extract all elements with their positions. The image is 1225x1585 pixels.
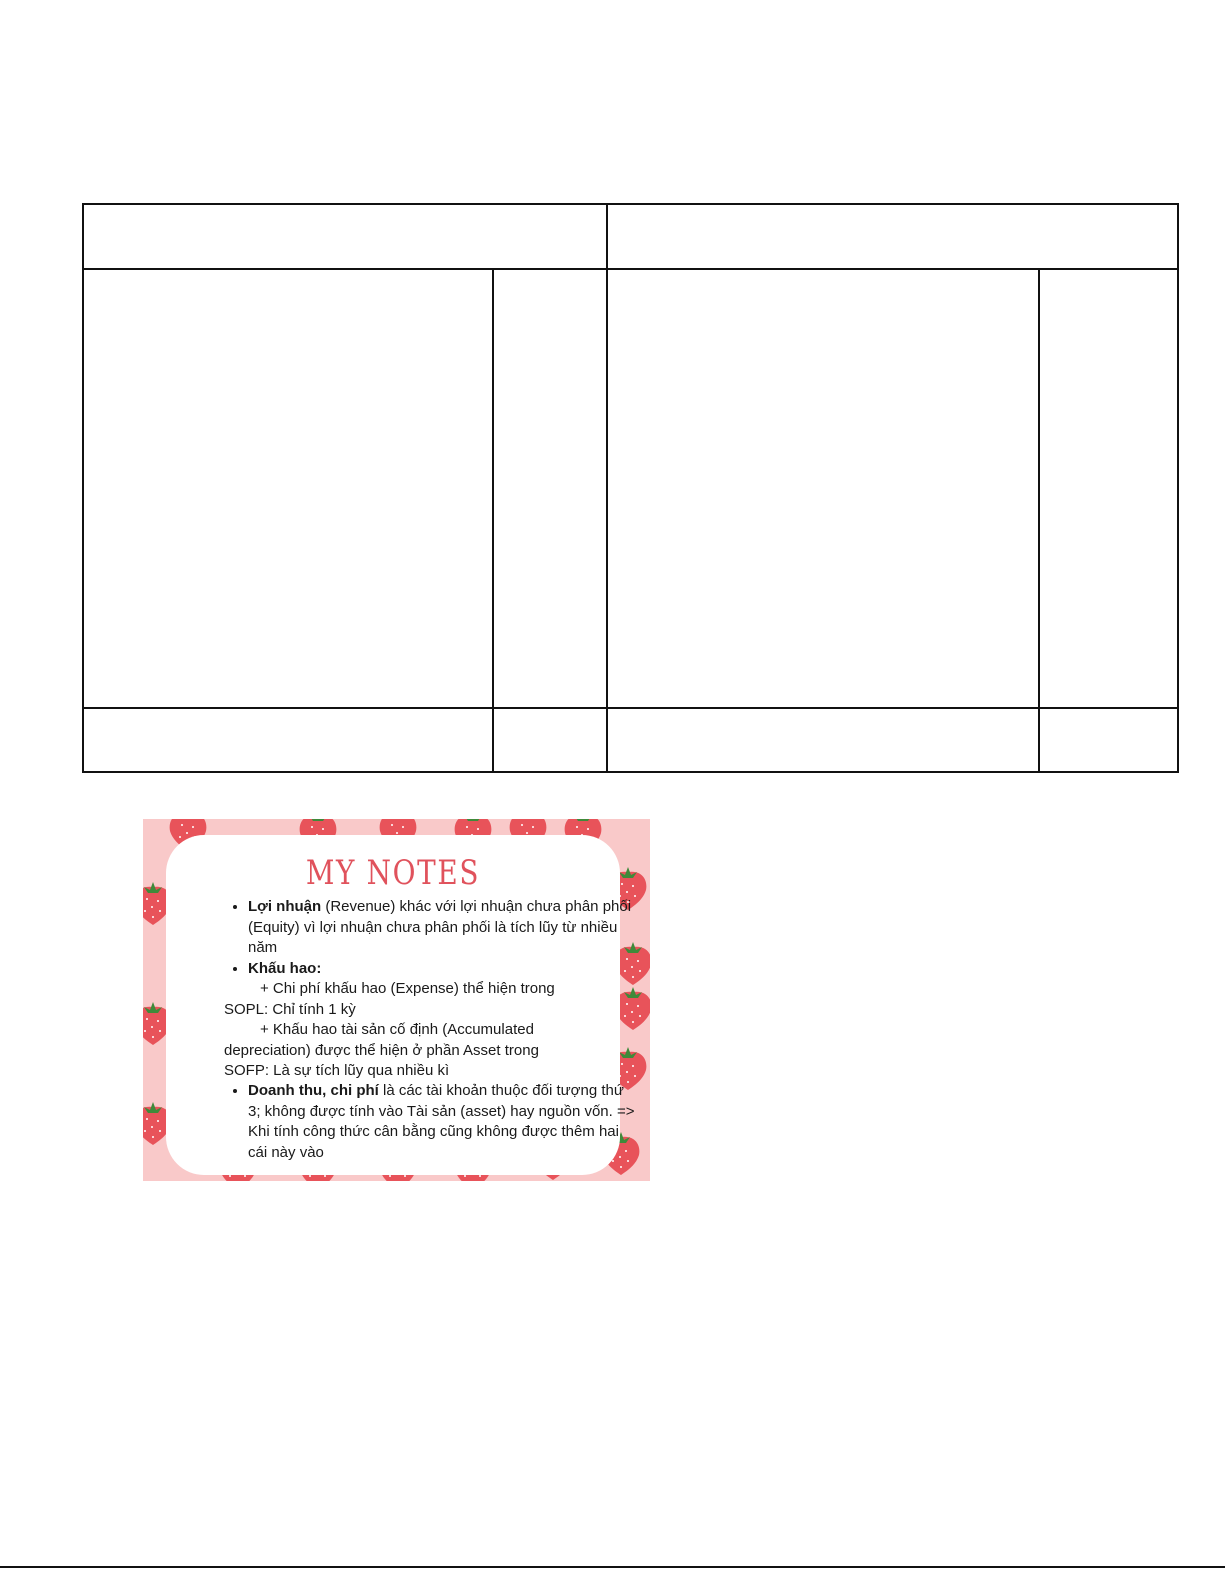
note-item-revenue-expense-term: Doanh thu, chi phí (248, 1082, 379, 1099)
table-border-right (1177, 203, 1179, 773)
note-item-depreciation-term: Khấu hao: (248, 959, 322, 977)
total-left-value-cell (494, 709, 606, 771)
note-sub-expense (224, 979, 624, 1020)
note-sub-accumulated (224, 1020, 624, 1082)
notes-list-2 (226, 1081, 640, 1163)
note-sub-accumulated-line3: SOFP: Là sự tích lũy qua nhiều kì (224, 1062, 450, 1079)
note-item-depreciation (248, 959, 640, 980)
table-border-bottom (82, 771, 1179, 773)
my-notes-card (143, 819, 650, 1181)
body-left-label-cell (84, 270, 492, 707)
body-left-value-cell (494, 270, 606, 707)
notes-panel (166, 835, 635, 1175)
ledger-table (82, 203, 1179, 773)
note-sub-accumulated-line1: + Khấu hao tài sản cố định (Accumulated (260, 1021, 534, 1038)
note-item-revenue-expense-text: là các tài khoản thuộc đối tượng thứ 3; không được tính vào Tài sản (asset) hay nguồn vốn. => Khi tính công thức cân bằng cũng không được thêm hai cái này vào (248, 1082, 635, 1161)
body-right-label-cell (608, 270, 1038, 707)
note-item-profit (248, 897, 640, 959)
header-right-cell (608, 205, 1177, 268)
notes-list-1 (226, 897, 640, 979)
total-right-value-cell (1040, 709, 1177, 771)
header-left-cell (84, 205, 606, 268)
note-item-revenue-expense (248, 1081, 640, 1163)
notes-title: MY NOTES (305, 853, 481, 893)
note-sub-expense-line2: SOPL: Chỉ tính 1 kỳ (224, 1000, 356, 1018)
note-sub-accumulated-line2: depreciation) được thể hiện ở phần Asset trong (224, 1041, 539, 1059)
page-bottom-rule (0, 1566, 1225, 1568)
total-right-label-cell (608, 709, 1038, 771)
note-sub-expense-line1: + Chi phí khấu hao (Expense) thể hiện trong (260, 980, 555, 997)
note-item-profit-text: (Revenue) khác với lợi nhuận chưa phân phối (Equity) vì lợi nhuận chưa phân phối là tích lũy từ nhiều năm (248, 898, 632, 956)
note-item-profit-term: Lợi nhuận (248, 898, 322, 915)
body-right-value-cell (1040, 270, 1177, 707)
total-left-label-cell (84, 709, 492, 771)
